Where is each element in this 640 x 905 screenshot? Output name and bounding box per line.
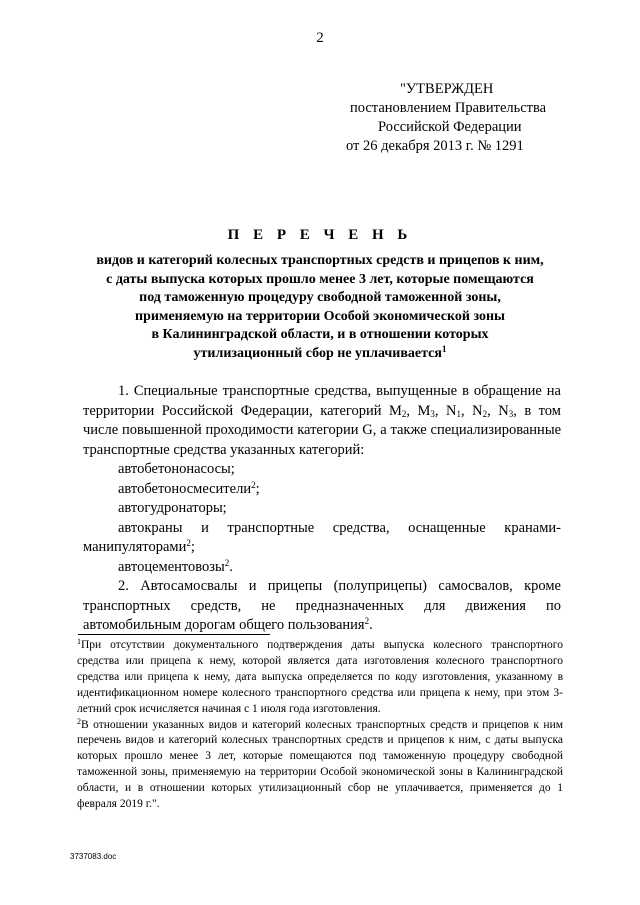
footnote-mark: 2: [77, 716, 81, 726]
list-item-text: автобетоносмесители: [118, 480, 252, 497]
list-item: [83, 499, 561, 519]
footnote-ref[interactable]: 2: [251, 479, 256, 490]
list-item-punct: ;: [190, 539, 195, 555]
subtitle-line: под таможенную процедуру свободной таможенной зоны,: [139, 290, 501, 306]
footnote-mark: 1: [77, 637, 81, 646]
paragraph-punct: .: [369, 617, 373, 633]
subtitle-text: утилизационный сбор не уплачивается: [193, 345, 442, 361]
footnote-ref[interactable]: 2: [224, 557, 230, 568]
subtitle-line: [60, 345, 580, 364]
footnote-text: При отсутствии документального подтверждения даты выпуска колесного транспортного средства или прицепа к нему, которой является дата изготовления колесного транспортного средства или прицепа к нему, дата выпуска определяется по коду изготовления, указанному в идентификационном номере колесного транспортного средства или прицепа к нему, при этом 3-летний срок исчисляется начиная с 1 июля года изготовления.: [77, 639, 563, 715]
list-item-punct: .: [229, 558, 233, 575]
list-item: [83, 460, 561, 480]
subtitle-line: с даты выпуска которых прошло менее 3 лет, которые помещаются: [106, 271, 534, 287]
page-number: 2: [316, 30, 324, 46]
file-name: 3737083.doc: [70, 852, 117, 861]
footnote-ref[interactable]: 1: [441, 343, 447, 354]
footnote-2: [77, 718, 563, 813]
paragraph-text: , N: [461, 402, 483, 419]
category-subscript: 3: [430, 408, 435, 419]
paragraph-text: , N: [487, 402, 509, 419]
list-item-text: автогудронаторы;: [118, 500, 227, 516]
approval-date: от 26 декабря 2013 г. № 1291: [346, 138, 524, 154]
category-subscript: 2: [482, 408, 488, 419]
paragraph-text: , M: [406, 402, 431, 419]
footnote-text: В отношении указанных видов и категорий колесных транспортных средств и прицепов к ним перечень видов и категорий колесных транспортных средств и прицепов к ним, с даты выпуска которых прошло менее 3 лет, которые помещаются под таможенную процедуру свободной таможенной зоны, применяемую на территории Особой экономической зоны в Калининградской области, и в отношении которых утилизационный сбор не уплачивается, применяется до 1 февраля 2019 г.".: [77, 718, 563, 811]
list-item-text: манипуляторами: [83, 539, 187, 555]
list-item: [83, 519, 561, 539]
category-subscript: 2: [401, 408, 407, 419]
list-item-text: автокраны и транспортные средства, оснащенные кранами-: [118, 519, 561, 536]
paragraph-text: , N: [434, 402, 457, 419]
document-subtitle: [60, 252, 580, 364]
document-title: П Е Р Е Ч Е Н Ь: [227, 227, 413, 243]
approval-block: [346, 80, 546, 156]
list-item: [83, 480, 561, 500]
approval-line: Российской Федерации: [378, 119, 522, 135]
approval-line: постановлением Правительства: [350, 100, 547, 116]
list-item: [83, 558, 561, 578]
subtitle-line: видов и категорий колесных транспортных средств и прицепов к ним,: [96, 253, 544, 268]
paragraph-2: [83, 577, 561, 636]
list-item-continuation: [83, 538, 561, 558]
category-subscript: 1: [456, 408, 462, 419]
footnote-1: [77, 638, 563, 718]
list-item-text: автоцементовозы: [118, 558, 225, 575]
paragraph-text: 2. Автосамосвалы и прицепы (полуприцепы) самосвалов, кроме транспортных средств, не предназначенных для движения по автомобильным дорогам общего пользования: [83, 578, 561, 633]
paragraph-1: [83, 382, 561, 460]
paragraph-text: 1. Специальные транспортные средства, выпущенные в обращение на территории Российской Федерации, категорий M: [83, 383, 561, 419]
footnote-divider: [78, 634, 270, 635]
footnote-ref[interactable]: 2: [364, 616, 370, 626]
category-subscript: 3: [508, 408, 514, 419]
document-body: [83, 382, 561, 636]
approval-heading: "УТВЕРЖДЕН: [400, 81, 494, 97]
footnote-ref[interactable]: 2: [186, 538, 191, 548]
list-item-punct: ;: [255, 480, 260, 497]
paragraph-text: , в том числе повышенной проходимости категории G, а также специализированные транспортные средства указанных категорий:: [83, 402, 561, 458]
subtitle-line: применяемую на территории Особой экономической зоны: [135, 308, 505, 324]
subtitle-line: в Калининградской области, и в отношении которых: [151, 327, 489, 343]
list-item-text: автобетононасосы;: [118, 461, 235, 477]
footnotes: [77, 638, 563, 813]
